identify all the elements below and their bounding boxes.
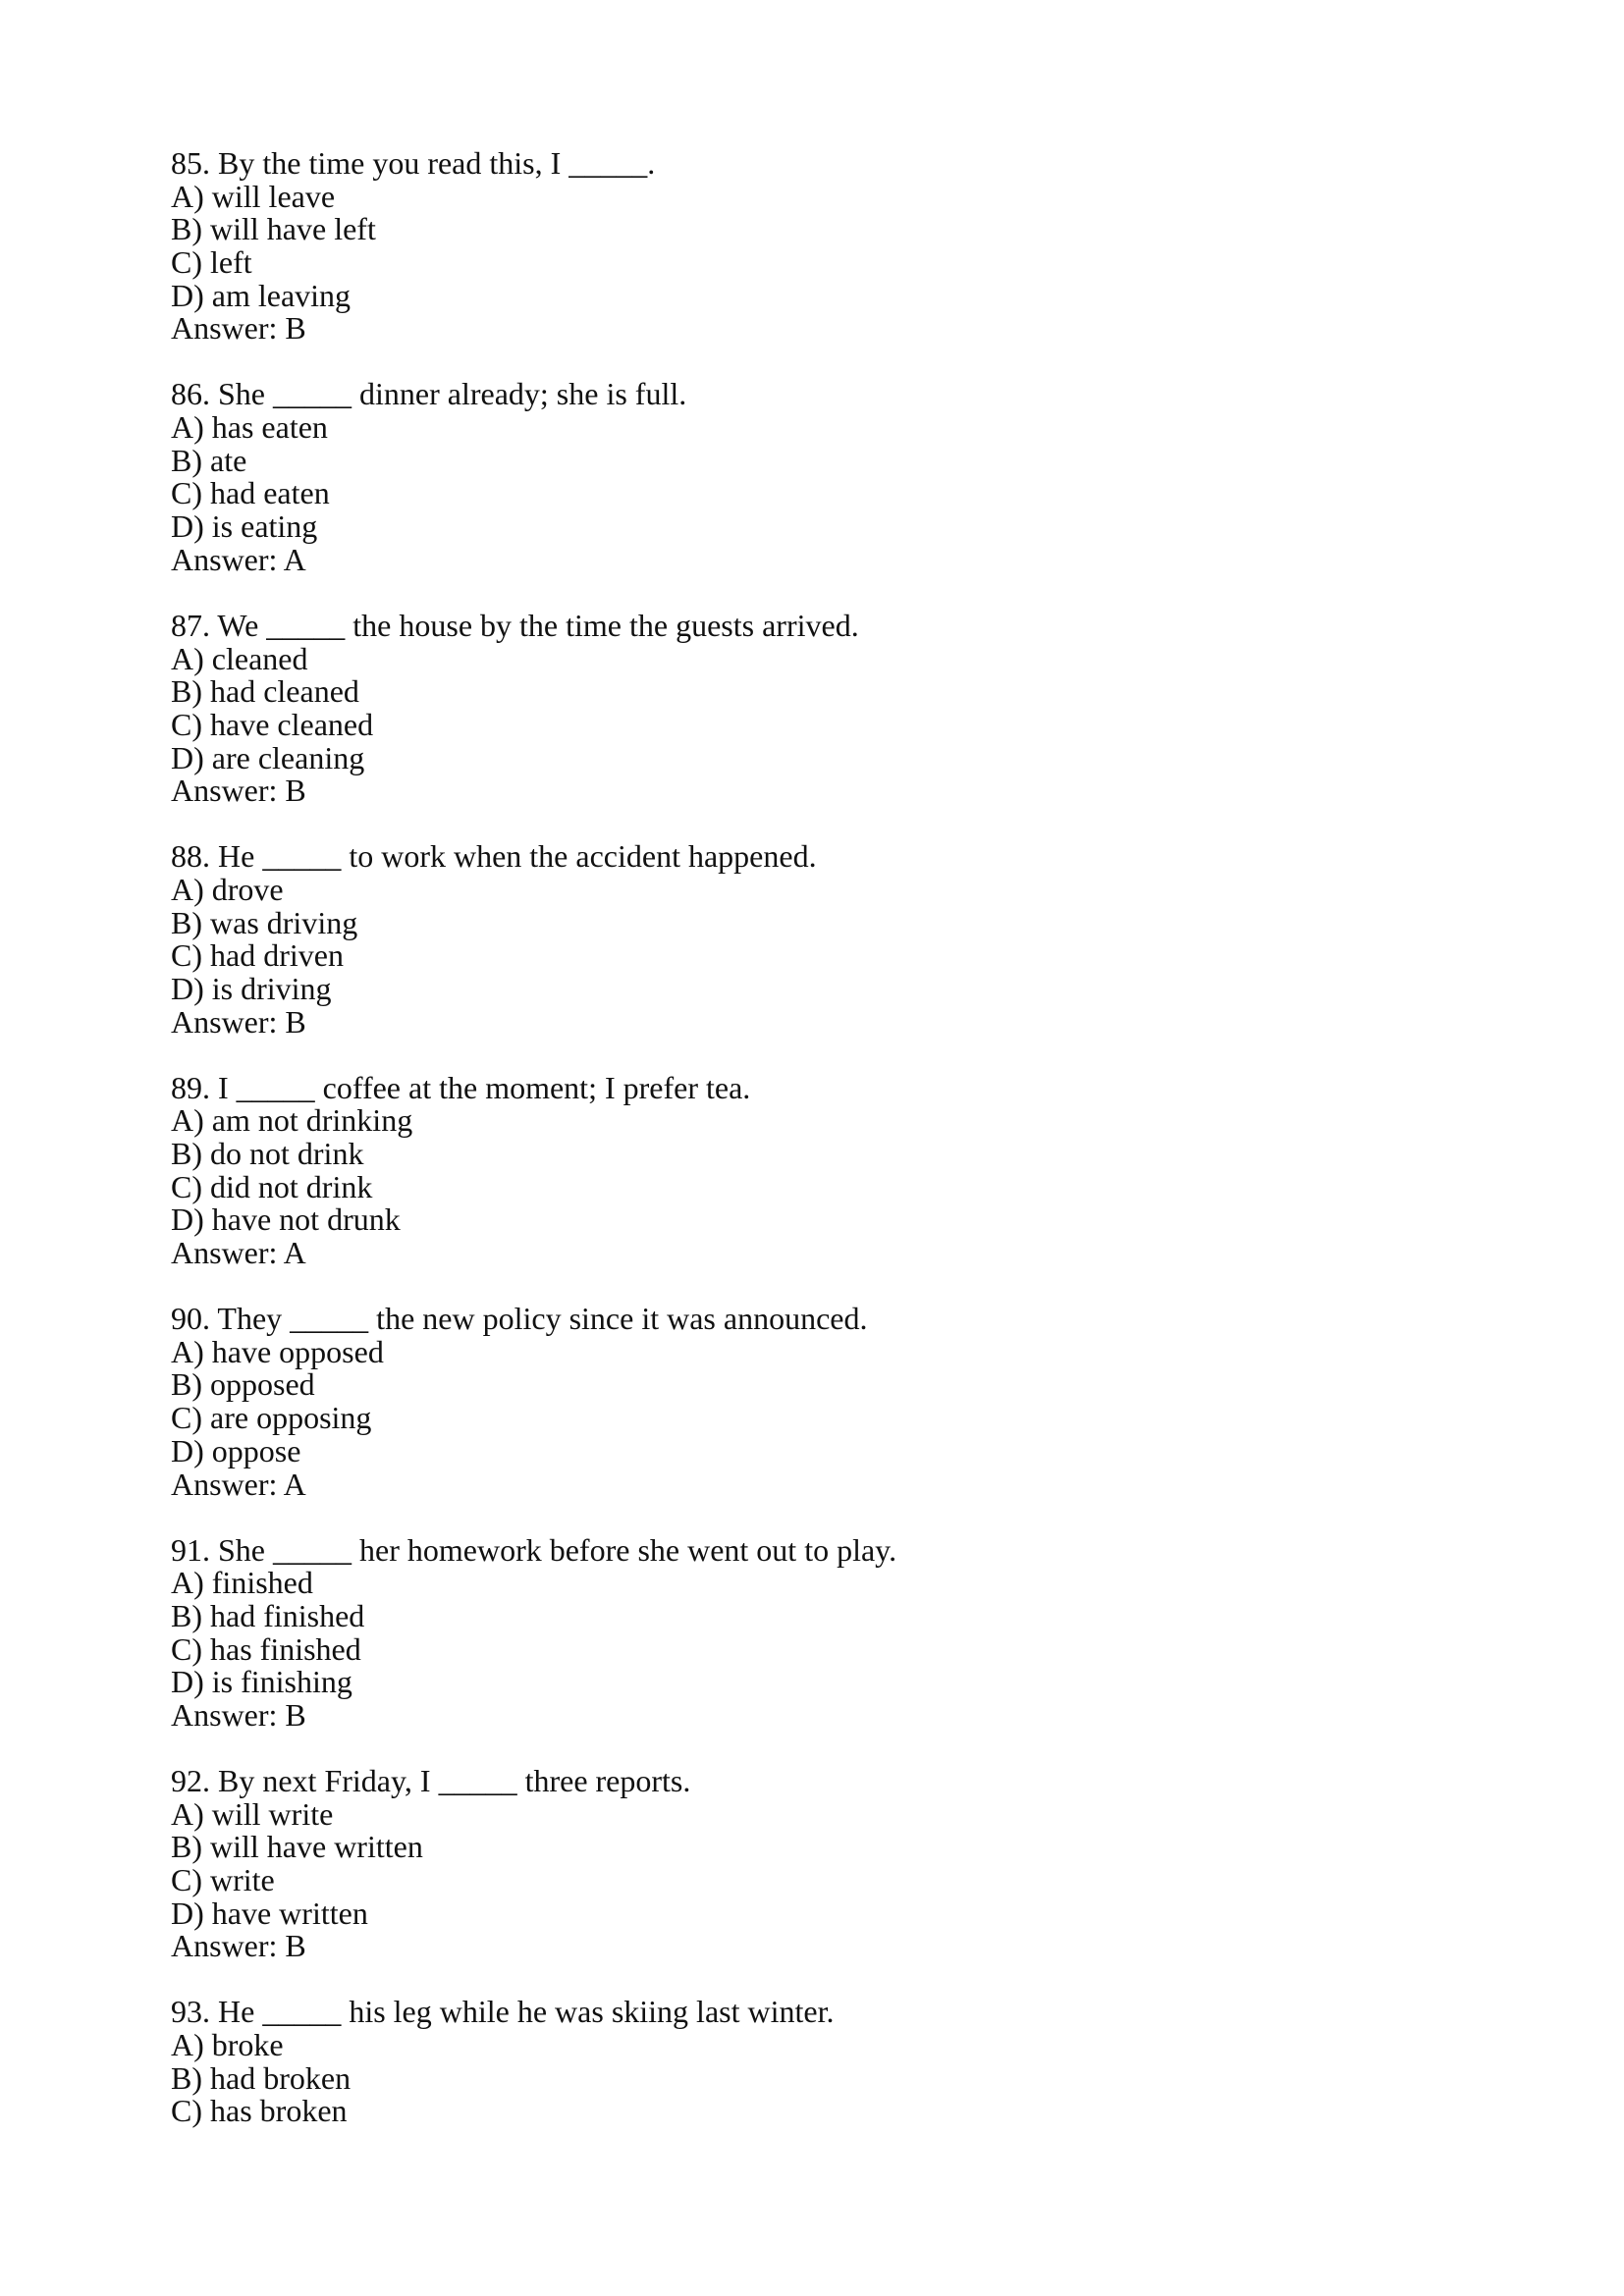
answer-option: B) had finished	[171, 1597, 365, 1633]
question-item	[171, 1762, 1447, 1964]
answer-option: D) have written	[171, 1895, 368, 1931]
answer-option: A) drove	[171, 871, 284, 907]
answer-option: A) finished	[171, 1565, 313, 1601]
answer-option: D) is driving	[171, 971, 332, 1007]
question-stem: 87. We _____ the house by the time the guests arrived.	[171, 607, 859, 643]
answer-option: D) is finishing	[171, 1664, 352, 1700]
question-item	[171, 1303, 1447, 1501]
question-stem: 92. By next Friday, I _____ three reports.	[171, 1762, 691, 1798]
answer-option: D) have not drunk	[171, 1201, 401, 1238]
answer-option: C) write	[171, 1862, 275, 1898]
answer-key: Answer: A	[171, 1235, 306, 1271]
answer-option: B) had broken	[171, 2059, 352, 2096]
answer-option: D) oppose	[171, 1432, 301, 1468]
answer-option: C) has finished	[171, 1630, 361, 1667]
question-stem: 86. She _____ dinner already; she is full.	[171, 376, 687, 412]
question-stem: 90. They _____ the new policy since it was announced.	[171, 1301, 868, 1337]
answer-option: C) are opposing	[171, 1400, 372, 1436]
answer-option: C) has broken	[171, 2093, 348, 2129]
answer-key: Answer: A	[171, 541, 306, 577]
question-item	[171, 1996, 1447, 2128]
answer-option: B) will have written	[171, 1829, 423, 1865]
answer-option: D) is eating	[171, 508, 318, 545]
answer-option: A) has eaten	[171, 409, 328, 446]
question-stem: 88. He _____ to work when the accident happened.	[171, 838, 817, 875]
answer-option: A) am not drinking	[171, 1102, 413, 1139]
question-stem: 91. She _____ her homework before she went out to play.	[171, 1531, 897, 1568]
answer-option: A) have opposed	[171, 1333, 384, 1369]
answer-option: D) are cleaning	[171, 739, 365, 775]
answer-option: B) do not drink	[171, 1136, 364, 1172]
answer-option: B) will have left	[171, 211, 376, 247]
question-list	[171, 147, 1447, 2161]
answer-option: A) cleaned	[171, 640, 308, 676]
answer-option: A) will leave	[171, 178, 336, 214]
question-item	[171, 1531, 1447, 1733]
answer-key: Answer: B	[171, 310, 306, 347]
question-item	[171, 607, 1447, 809]
answer-key: Answer: A	[171, 1466, 306, 1502]
answer-option: C) did not drink	[171, 1168, 373, 1204]
question-stem: 93. He _____ his leg while he was skiing last winter.	[171, 1994, 835, 2030]
question-item	[171, 378, 1447, 576]
answer-option: A) broke	[171, 2027, 284, 2063]
answer-option: C) had driven	[171, 937, 344, 974]
question-item	[171, 147, 1447, 346]
answer-option: B) opposed	[171, 1366, 315, 1403]
question-stem: 89. I _____ coffee at the moment; I prefer tea.	[171, 1069, 751, 1105]
answer-option: C) have cleaned	[171, 706, 374, 742]
answer-option: B) was driving	[171, 904, 358, 940]
answer-option: C) left	[171, 244, 252, 281]
question-stem: 85. By the time you read this, I _____.	[171, 145, 656, 181]
answer-key: Answer: B	[171, 1003, 306, 1040]
answer-key: Answer: B	[171, 773, 306, 809]
answer-option: A) will write	[171, 1795, 334, 1832]
answer-key: Answer: B	[171, 1928, 306, 1964]
answer-option: C) had eaten	[171, 475, 330, 511]
answer-option: B) had cleaned	[171, 673, 359, 710]
answer-key: Answer: B	[171, 1696, 306, 1733]
question-item	[171, 1069, 1447, 1271]
question-item	[171, 840, 1447, 1039]
answer-option: B) ate	[171, 442, 247, 478]
answer-option: D) am leaving	[171, 277, 352, 313]
